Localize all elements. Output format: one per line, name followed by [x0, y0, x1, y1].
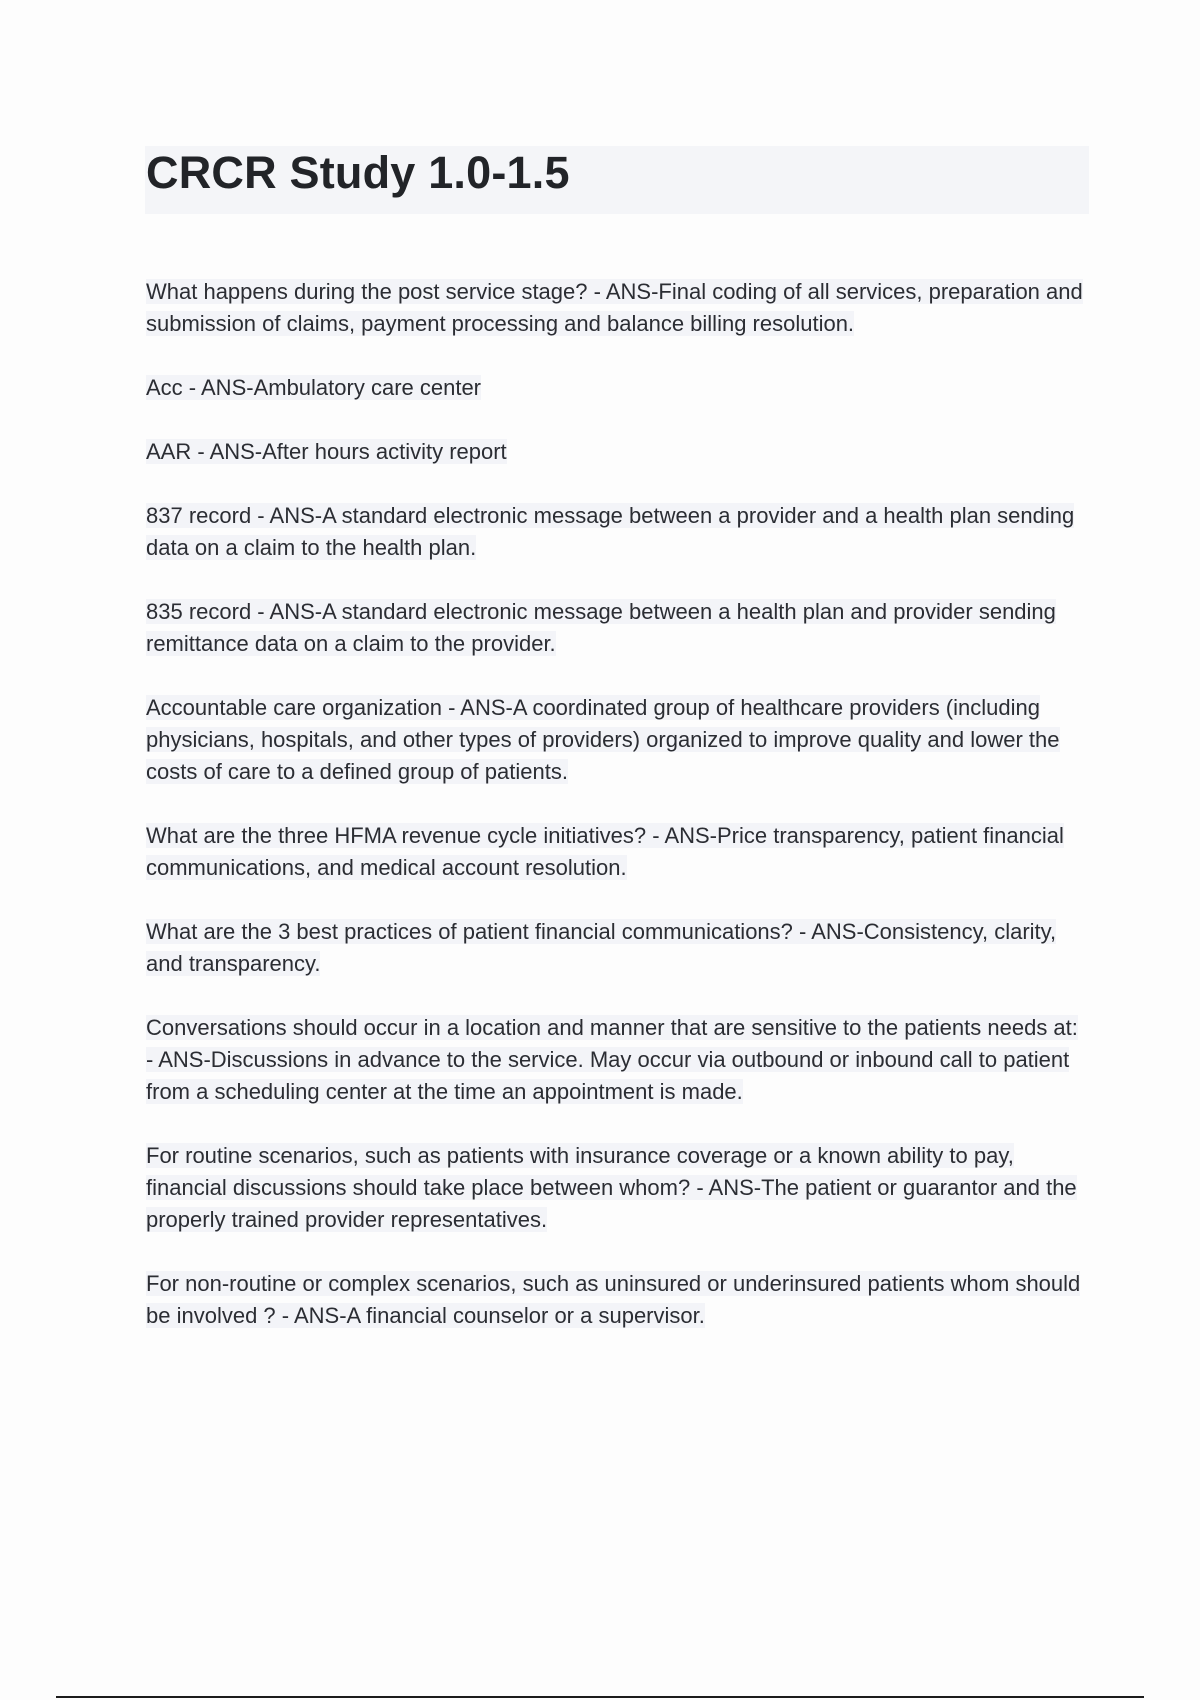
- flashcard-text: For non-routine or complex scenarios, such as uninsured or underinsured patients whom should be involved ? - ANS-A financial counselor or a supervisor.: [146, 1271, 1081, 1328]
- flashcard-entry: [146, 372, 1086, 404]
- flashcard-entry: [146, 1268, 1086, 1332]
- flashcard-text: Acc - ANS-Ambulatory care center: [146, 375, 482, 400]
- flashcard-entry: [146, 500, 1086, 564]
- flashcard-entry: [146, 276, 1086, 340]
- flashcard-entry: [146, 820, 1086, 884]
- flashcard-entry: [146, 692, 1086, 788]
- flashcard-text: Conversations should occur in a location and manner that are sensitive to the patients needs at: - ANS-Discussions in advance to the service. May occur via outbound or inbound call to patient from a scheduling center at the time an appointment is made.: [146, 1015, 1078, 1104]
- page-bottom-rule: [56, 1696, 1144, 1698]
- flashcard-entry: [146, 596, 1086, 660]
- flashcard-text: What are the three HFMA revenue cycle initiatives? - ANS-Price transparency, patient financial communications, and medical account resolution.: [146, 823, 1064, 880]
- document-title: CRCR Study 1.0-1.5: [146, 147, 570, 198]
- flashcard-text: 837 record - ANS-A standard electronic message between a provider and a health plan sending data on a claim to the health plan.: [146, 503, 1075, 560]
- flashcard-text: What happens during the post service stage? - ANS-Final coding of all services, preparation and submission of claims, payment processing and balance billing resolution.: [146, 279, 1083, 336]
- flashcard-text: AAR - ANS-After hours activity report: [146, 439, 507, 464]
- flashcard-text: For routine scenarios, such as patients with insurance coverage or a known ability to pay, financial discussions should take place between whom? - ANS-The patient or guarantor and the properly trained provider representatives.: [146, 1143, 1077, 1232]
- flashcard-entry: [146, 1140, 1086, 1236]
- flashcard-text: What are the 3 best practices of patient financial communications? - ANS-Consistency, clarity, and transparency.: [146, 919, 1057, 976]
- flashcard-text: 835 record - ANS-A standard electronic message between a health plan and provider sending remittance data on a claim to the provider.: [146, 599, 1056, 656]
- flashcard-entry: [146, 1012, 1086, 1108]
- flashcard-list: [146, 276, 1086, 1364]
- flashcard-entry: [146, 436, 1086, 468]
- flashcard-text: Accountable care organization - ANS-A coordinated group of healthcare providers (including physicians, hospitals, and other types of providers) organized to improve quality and lower the costs of care to a defined group of patients.: [146, 695, 1060, 784]
- flashcard-entry: [146, 916, 1086, 980]
